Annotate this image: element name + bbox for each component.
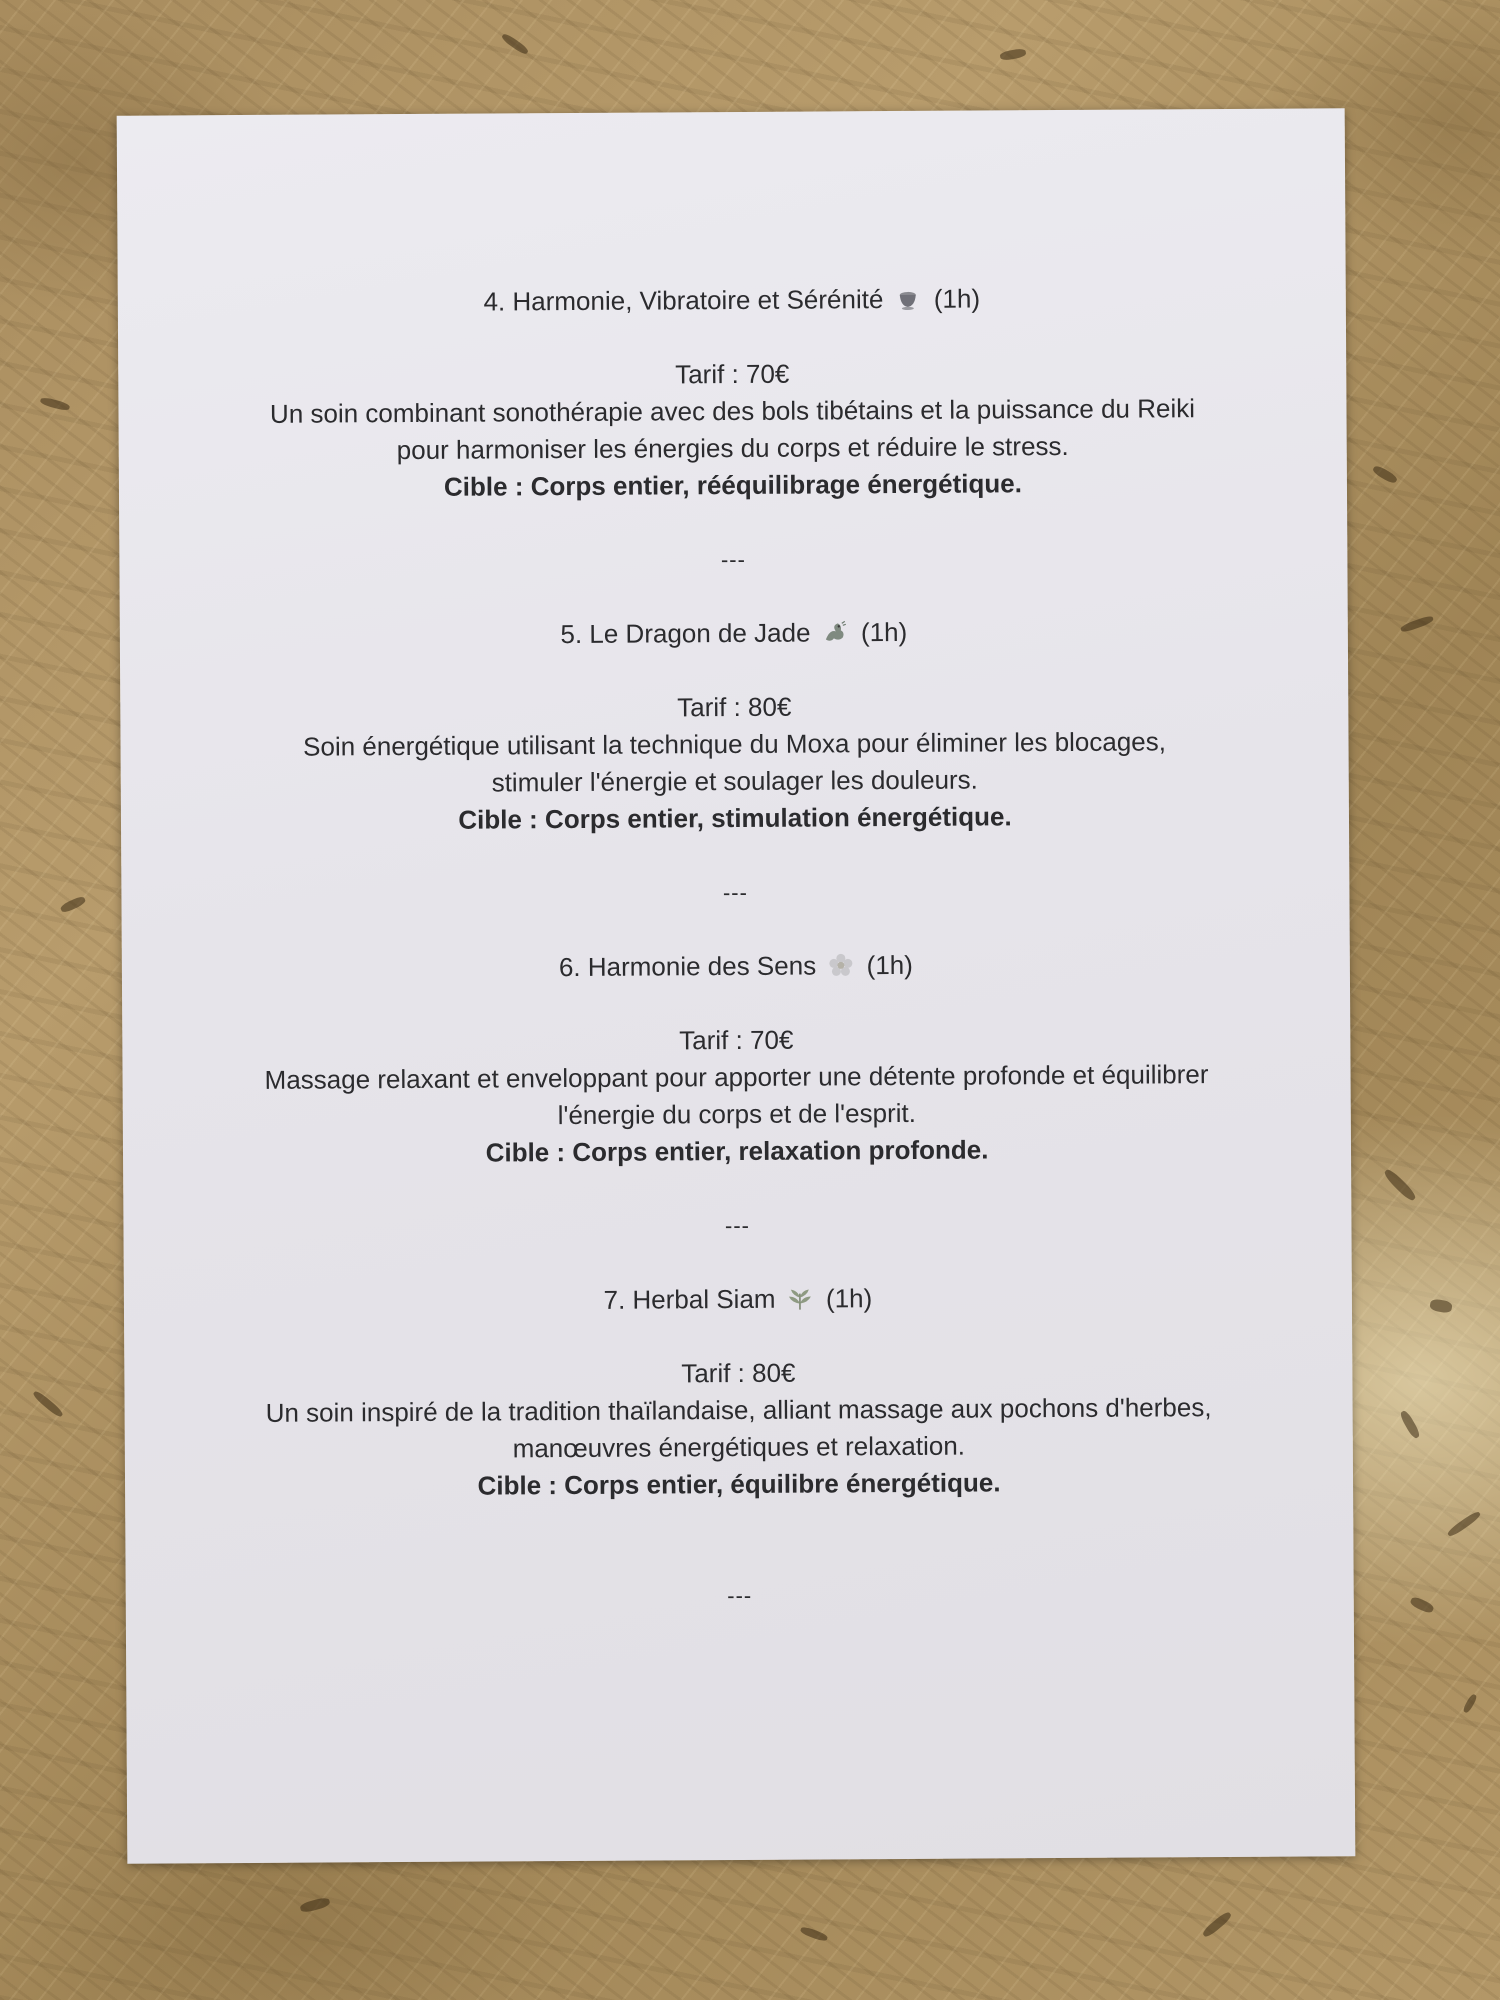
separator: --- [727, 1582, 753, 1609]
service-description: Un soin combinant sonothérapie avec des bols tibétains et la puissance du Reiki pour harmoniser les énergies du corps et réduire le stress. [269, 393, 1196, 466]
flower-icon [827, 952, 853, 978]
service-price: Tarif : 70€ [679, 1024, 794, 1056]
service-target: Cible : Corps entier, stimulation énergétique. [458, 801, 1012, 835]
dragon-icon [822, 619, 848, 645]
service-title: 5. Le Dragon de Jade (1h) [560, 616, 908, 650]
service-title: 4. Harmonie, Vibratoire et Sérénité (1h) [483, 283, 981, 317]
price-list [118, 278, 1354, 1654]
paper-sheet [117, 108, 1356, 1863]
service-title: 7. Herbal Siam (1h) [603, 1283, 873, 1315]
singing-bowl-icon [895, 286, 921, 312]
separator: --- [724, 1212, 751, 1239]
separator: --- [720, 546, 746, 573]
service-target: Cible : Corps entier, relaxation profonde. [485, 1134, 989, 1168]
service-target: Cible : Corps entier, rééquilibrage énergétique. [443, 468, 1022, 502]
separator: --- [722, 879, 748, 906]
service-description: Massage relaxant et enveloppant pour apporter une détente profonde et équilibrer l'énergie du corps et de l'esprit. [264, 1059, 1209, 1131]
service-price: Tarif : 80€ [677, 691, 792, 723]
service-item [120, 611, 1349, 840]
service-item [122, 944, 1351, 1173]
service-description: Un soin inspiré de la tradition thaïlandaise, alliant massage aux pochons d'herbes, manœuvres énergétiques et relaxation. [265, 1392, 1212, 1464]
service-title: 6. Harmonie des Sens (1h) [558, 949, 913, 983]
service-description: Soin énergétique utilisant la technique du Moxa pour éliminer les blocages, stimuler l'énergie et soulager les douleurs. [303, 726, 1167, 798]
service-item [118, 278, 1347, 507]
service-price: Tarif : 70€ [675, 358, 790, 390]
herb-icon [787, 1286, 813, 1312]
service-target: Cible : Corps entier, équilibre énergétique. [477, 1467, 1001, 1501]
service-item [124, 1277, 1353, 1506]
service-price: Tarif : 80€ [681, 1357, 796, 1389]
